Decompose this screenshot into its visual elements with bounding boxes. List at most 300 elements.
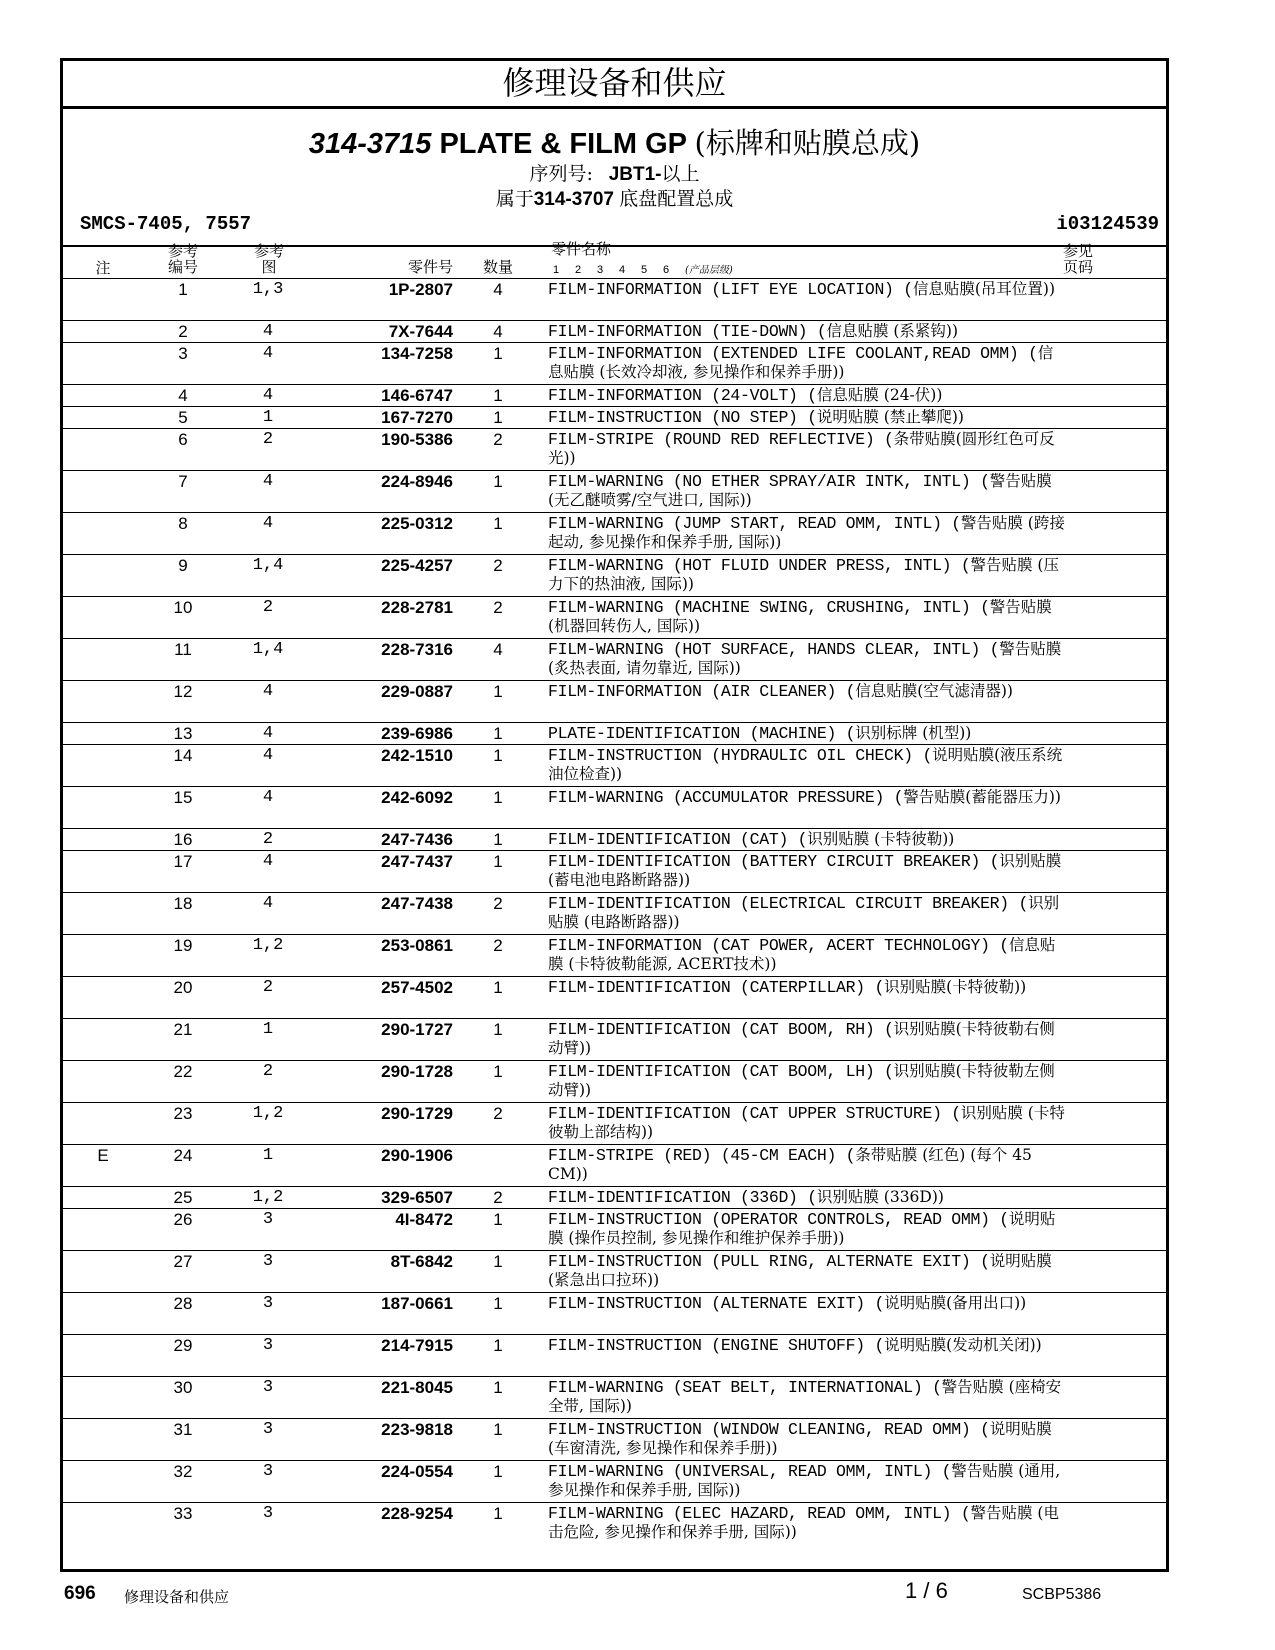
row-ref-number: 25 — [173, 1188, 193, 1207]
row-part-name — [548, 408, 1068, 427]
row-part-name-cn: 警告贴膜 (压力下的热油液, 国际)) — [548, 556, 1059, 593]
col-ref-fig-line2: 图 — [261, 258, 277, 276]
row-ref-number: 10 — [173, 598, 193, 617]
row-ref-number: 1 — [178, 280, 188, 299]
table-row — [63, 1376, 1166, 1418]
serial-line — [63, 159, 1166, 186]
row-part-number: 225-0312 — [381, 514, 453, 533]
row-ref-figure: 3 — [262, 1210, 274, 1229]
row-quantity: 1 — [493, 1294, 503, 1313]
row-part-name-en: FILM-WARNING (JUMP START, READ OMM, INTL) ( — [548, 514, 961, 533]
row-part-name — [548, 386, 1068, 405]
row-part-name — [548, 978, 1068, 997]
table-row — [63, 638, 1166, 680]
row-ref-number: 8 — [178, 514, 188, 533]
table-row — [63, 342, 1166, 384]
row-ref-figure: 4 — [262, 386, 274, 405]
row-part-name-cn: 警告贴膜 (炙热表面, 请勿靠近, 国际)) — [548, 640, 1062, 677]
table-row — [63, 786, 1166, 828]
row-part-name — [548, 830, 1068, 849]
row-part-name-cn: 识别贴膜(卡特彼勒左侧动臂)) — [548, 1062, 1055, 1099]
row-part-number: 190-5386 — [381, 430, 453, 449]
col-ref-no-line1: 参考 — [167, 242, 198, 260]
row-quantity: 1 — [493, 472, 503, 491]
row-part-name — [548, 322, 1068, 341]
row-part-number: 225-4257 — [381, 556, 453, 575]
row-part-number: 167-7270 — [381, 408, 453, 427]
row-quantity: 4 — [493, 280, 503, 299]
row-part-number: 187-0661 — [381, 1294, 453, 1313]
row-ref-figure: 3 — [262, 1294, 274, 1313]
row-ref-figure: 2 — [262, 598, 274, 617]
row-part-number: 247-7438 — [381, 894, 453, 913]
belongs-part: 314-3707 — [533, 189, 614, 210]
row-part-name-en: FILM-INSTRUCTION (HYDRAULIC OIL CHECK) ( — [548, 746, 933, 765]
row-ref-figure: 1 — [262, 1020, 274, 1039]
row-part-name-en: FILM-INSTRUCTION (ENGINE SHUTOFF) ( — [548, 1336, 885, 1355]
row-part-name — [548, 1294, 1068, 1313]
product-level-label: (产品层级) — [685, 265, 733, 276]
serial-value: JBT1- — [608, 164, 662, 185]
row-part-name — [548, 1420, 1068, 1458]
row-ref-number: 33 — [173, 1504, 193, 1523]
row-ref-figure: 4 — [262, 724, 274, 743]
row-ref-number: 19 — [173, 936, 193, 955]
row-quantity: 2 — [493, 1188, 503, 1207]
footer-category: 修理设备和供应 — [124, 1588, 230, 1606]
row-quantity: 1 — [493, 1462, 503, 1481]
category-title: 修理设备和供应 — [63, 61, 1166, 109]
row-part-name-cn: 说明贴膜 (车窗清洗, 参见操作和保养手册)) — [548, 1420, 1052, 1457]
row-part-name — [548, 1378, 1068, 1416]
row-part-name — [548, 936, 1068, 974]
row-ref-number: 17 — [173, 852, 193, 871]
row-part-number: 214-7915 — [381, 1336, 453, 1355]
part-title — [63, 121, 1166, 162]
smcs-code: SMCS-7405, 7557 — [80, 213, 252, 235]
row-part-number: 329-6507 — [381, 1188, 453, 1207]
row-part-number: 221-8045 — [381, 1378, 453, 1397]
row-part-name-en: FILM-INFORMATION (TIE-DOWN) ( — [548, 322, 827, 341]
row-part-name-en: FILM-IDENTIFICATION (CAT BOOM, LH) ( — [548, 1062, 894, 1081]
table-row — [63, 892, 1166, 934]
row-quantity: 1 — [493, 408, 503, 427]
row-part-name — [548, 894, 1068, 932]
row-part-name-en: FILM-INSTRUCTION (NO STEP) ( — [548, 408, 817, 427]
row-quantity: 1 — [493, 344, 503, 363]
row-part-number: 290-1728 — [381, 1062, 453, 1081]
row-part-number: 146-6747 — [381, 386, 453, 405]
table-row — [63, 320, 1166, 342]
row-ref-number: 7 — [178, 472, 188, 491]
table-row — [63, 850, 1166, 892]
col-ref-no — [159, 243, 207, 275]
row-part-number: 228-9254 — [381, 1504, 453, 1523]
row-part-name — [548, 1252, 1068, 1290]
row-part-name — [548, 1020, 1068, 1058]
row-part-number: 290-1906 — [381, 1146, 453, 1165]
row-quantity: 1 — [493, 514, 503, 533]
row-quantity: 1 — [493, 1504, 503, 1523]
row-ref-number: 2 — [178, 322, 188, 341]
belongs-name: 底盘配置总成 — [619, 188, 734, 210]
row-part-number: 1P-2807 — [388, 280, 453, 299]
row-ref-number: 24 — [173, 1146, 193, 1165]
table-row — [63, 1018, 1166, 1060]
row-quantity: 2 — [493, 1104, 503, 1123]
table-row — [63, 1250, 1166, 1292]
row-part-number: 224-8946 — [381, 472, 453, 491]
row-part-name-cn: 警告贴膜(蓄能器压力)) — [903, 788, 1061, 806]
table-row — [63, 278, 1166, 320]
row-part-name-cn: 识别贴膜 (电路断路器)) — [548, 894, 1060, 931]
row-part-name — [548, 1104, 1068, 1142]
col-ref-fig — [245, 243, 293, 275]
row-part-name-cn: 警告贴膜 (通用, 参见操作和保养手册, 国际)) — [548, 1462, 1061, 1499]
row-part-number: 8T-6842 — [390, 1252, 453, 1271]
row-part-number: 7X-7644 — [388, 322, 453, 341]
table-row — [63, 596, 1166, 638]
row-ref-figure: 3 — [262, 1252, 274, 1271]
row-part-name-en: FILM-IDENTIFICATION (ELECTRICAL CIRCUIT BREAKER) ( — [548, 894, 1029, 913]
row-quantity: 1 — [493, 746, 503, 765]
level-5: 5 — [641, 264, 648, 276]
table-row — [63, 1418, 1166, 1460]
row-ref-number: 18 — [173, 894, 193, 913]
row-quantity: 1 — [493, 788, 503, 807]
col-ref-fig-line1: 参考 — [253, 242, 284, 260]
row-ref-number: 23 — [173, 1104, 193, 1123]
row-ref-figure: 1 — [262, 408, 274, 427]
row-part-name — [548, 472, 1068, 510]
row-part-name-cn: 条带贴膜(圆形红色可反光)) — [548, 430, 1055, 467]
row-ref-number: 12 — [173, 682, 193, 701]
row-part-name-en: FILM-INFORMATION (CAT POWER, ACERT TECHNOLOGY) ( — [548, 936, 1009, 955]
row-ref-figure: 3 — [262, 1462, 274, 1481]
row-part-name-en: FILM-INSTRUCTION (OPERATOR CONTROLS, READ OMM) ( — [548, 1210, 1009, 1229]
row-ref-number: 16 — [173, 830, 193, 849]
row-part-name-cn: 信息贴膜(吊耳位置)) — [912, 280, 1056, 298]
part-name-cn: (标牌和贴膜总成) — [694, 126, 921, 160]
row-part-name — [548, 280, 1068, 299]
row-part-number: 223-9818 — [381, 1420, 453, 1439]
row-part-name — [548, 682, 1068, 701]
row-quantity: 1 — [493, 1252, 503, 1271]
row-quantity: 1 — [493, 1062, 503, 1081]
row-part-name-cn: 识别贴膜(卡特彼勒右侧动臂)) — [548, 1020, 1055, 1057]
row-quantity: 1 — [493, 724, 503, 743]
row-part-name — [548, 746, 1068, 784]
row-part-number: 290-1727 — [381, 1020, 453, 1039]
row-part-name-cn: 警告贴膜 (电击危险, 参见操作和保养手册, 国际)) — [548, 1504, 1059, 1541]
table-row — [63, 1144, 1166, 1186]
col-qty: 数量 — [482, 258, 513, 276]
row-quantity: 1 — [493, 1420, 503, 1439]
row-ref-figure: 2 — [262, 978, 274, 997]
table-row — [63, 828, 1166, 850]
row-part-name-en: FILM-INFORMATION (24-VOLT) ( — [548, 386, 817, 405]
level-1: 1 — [553, 264, 560, 276]
row-part-name-en: FILM-IDENTIFICATION (CAT) ( — [548, 830, 808, 849]
row-ref-figure: 1,2 — [252, 1188, 284, 1207]
level-2: 2 — [575, 264, 582, 276]
row-ref-number: 5 — [178, 408, 188, 427]
table-row — [63, 384, 1166, 406]
row-quantity: 2 — [493, 430, 503, 449]
row-part-name-en: FILM-WARNING (ELEC HAZARD, READ OMM, INTL) ( — [548, 1504, 971, 1523]
col-ref-no-line2: 编号 — [167, 258, 198, 276]
row-part-name-en: FILM-INFORMATION (AIR CLEANER) ( — [548, 682, 856, 701]
row-ref-number: 9 — [178, 556, 188, 575]
row-part-name-en: FILM-IDENTIFICATION (CAT UPPER STRUCTURE) ( — [548, 1104, 961, 1123]
row-part-name-cn: 识别贴膜(卡特彼勒)) — [884, 978, 1027, 996]
row-part-name — [548, 430, 1068, 468]
row-part-name — [548, 1336, 1068, 1355]
row-part-name — [548, 1504, 1068, 1542]
table-row — [63, 1186, 1166, 1208]
row-ref-figure: 4 — [262, 788, 274, 807]
row-ref-number: 13 — [173, 724, 193, 743]
table-row — [63, 512, 1166, 554]
product-levels — [553, 261, 733, 276]
row-part-name-cn: 信息贴膜 (长效冷却液, 参见操作和保养手册)) — [548, 344, 1054, 381]
row-part-name-cn: 识别贴膜 (卡特彼勒)) — [807, 830, 955, 848]
row-part-name-en: FILM-INFORMATION (EXTENDED LIFE COOLANT,READ OMM) ( — [548, 344, 1038, 363]
row-part-name — [548, 724, 1068, 743]
row-part-name — [548, 1210, 1068, 1248]
row-ref-figure: 3 — [262, 1420, 274, 1439]
row-part-name-en: FILM-INFORMATION (LIFT EYE LOCATION) ( — [548, 280, 913, 299]
row-ref-figure: 4 — [262, 746, 274, 765]
row-ref-figure: 3 — [262, 1378, 274, 1397]
table-row — [63, 1460, 1166, 1502]
row-quantity: 1 — [493, 978, 503, 997]
row-quantity: 1 — [493, 830, 503, 849]
row-ref-figure: 4 — [262, 472, 274, 491]
col-see-page — [1055, 243, 1101, 275]
belongs-prefix: 属于 — [495, 188, 534, 210]
table-row — [63, 406, 1166, 428]
row-part-name-en: FILM-INSTRUCTION (PULL RING, ALTERNATE EXIT) ( — [548, 1252, 990, 1271]
row-quantity: 4 — [493, 640, 503, 659]
row-part-name-cn: 警告贴膜 (跨接起动, 参见操作和保养手册, 国际)) — [548, 514, 1065, 551]
table-row — [63, 470, 1166, 512]
row-part-number: 253-0861 — [381, 936, 453, 955]
level-3: 3 — [597, 264, 604, 276]
table-row — [63, 1334, 1166, 1376]
table-row — [63, 1102, 1166, 1144]
row-ref-figure: 1,2 — [252, 936, 284, 955]
row-part-name-en: FILM-IDENTIFICATION (CATERPILLAR) ( — [548, 978, 885, 997]
row-part-name-en: FILM-INSTRUCTION (WINDOW CLEANING, READ OMM) ( — [548, 1420, 990, 1439]
row-ref-number: 27 — [173, 1252, 193, 1271]
row-ref-figure: 4 — [262, 852, 274, 871]
row-ref-number: 6 — [178, 430, 188, 449]
table-row — [63, 554, 1166, 596]
row-part-name — [548, 788, 1068, 807]
col-see-line2: 页码 — [1062, 258, 1093, 276]
row-part-name — [548, 852, 1068, 890]
row-ref-figure: 4 — [262, 894, 274, 913]
row-part-name-cn: 说明贴膜(发动机关闭)) — [884, 1336, 1042, 1354]
row-quantity: 2 — [493, 936, 503, 955]
level-4: 4 — [619, 264, 626, 276]
row-part-number: 134-7258 — [381, 344, 453, 363]
row-part-name-en: FILM-WARNING (MACHINE SWING, CRUSHING, INTL) ( — [548, 598, 990, 617]
row-ref-number: 26 — [173, 1210, 193, 1229]
row-quantity: 2 — [493, 894, 503, 913]
row-ref-figure: 4 — [262, 682, 274, 701]
row-part-name-en: FILM-WARNING (UNIVERSAL, READ OMM, INTL) ( — [548, 1462, 952, 1481]
row-ref-figure: 4 — [262, 514, 274, 533]
row-part-number: 228-2781 — [381, 598, 453, 617]
row-part-number: 4I-8472 — [395, 1210, 453, 1229]
row-quantity: 1 — [493, 1020, 503, 1039]
row-quantity: 2 — [493, 598, 503, 617]
table-row — [63, 976, 1166, 1018]
row-part-name-en: FILM-WARNING (SEAT BELT, INTERNATIONAL) ( — [548, 1378, 942, 1397]
row-ref-figure: 4 — [262, 344, 274, 363]
row-part-number: 290-1729 — [381, 1104, 453, 1123]
row-part-name-cn: 识别贴膜 (蓄电池电路断路器)) — [548, 852, 1062, 889]
row-part-name — [548, 598, 1068, 636]
row-ref-number: 14 — [173, 746, 193, 765]
row-part-name-cn: 识别标牌 (机型)) — [855, 724, 972, 742]
row-part-name-cn: 条带贴膜 (红色) (每个 45 CM)) — [548, 1146, 1032, 1183]
row-part-name — [548, 1188, 1068, 1207]
row-part-name-cn: 说明贴膜(液压系统油位检查)) — [548, 746, 1063, 783]
row-quantity: 4 — [493, 322, 503, 341]
row-ref-number: 20 — [173, 978, 193, 997]
row-part-name — [548, 640, 1068, 678]
row-part-name — [548, 514, 1068, 552]
col-name: 零件名称 — [551, 240, 612, 258]
row-part-name-en: FILM-STRIPE (ROUND RED REFLECTIVE) ( — [548, 430, 894, 449]
row-part-name-en: FILM-WARNING (NO ETHER SPRAY/AIR INTK, INTL) ( — [548, 472, 990, 491]
row-part-name-cn: 信息贴膜 (24-伏)) — [816, 386, 943, 404]
row-ref-figure: 1,2 — [252, 1104, 284, 1123]
col-see-line1: 参见 — [1062, 242, 1093, 260]
row-part-name-cn: 警告贴膜 (无乙醚喷雾/空气进口, 国际)) — [548, 472, 1052, 509]
col-part-no: 零件号 — [407, 258, 453, 276]
row-part-number: 224-0554 — [381, 1462, 453, 1481]
footer-sheet: 1 / 6 — [905, 1578, 948, 1603]
row-part-name-cn: 信息贴膜(空气滤清器)) — [855, 682, 1013, 700]
row-quantity: 2 — [493, 556, 503, 575]
row-ref-number: 29 — [173, 1336, 193, 1355]
row-part-name-en: FILM-WARNING (ACCUMULATOR PRESSURE) ( — [548, 788, 904, 807]
table-row — [63, 428, 1166, 470]
row-part-name-cn: 信息贴膜 (系紧钩)) — [826, 322, 959, 340]
parts-table — [63, 278, 1166, 1544]
row-part-number: 257-4502 — [381, 978, 453, 997]
row-quantity: 1 — [493, 682, 503, 701]
part-name: PLATE & FILM GP — [439, 128, 687, 160]
row-part-name-en: FILM-STRIPE (RED) (45-CM EACH) ( — [548, 1146, 856, 1165]
table-row — [63, 1502, 1166, 1544]
row-part-name-cn: 说明贴膜(备用出口)) — [884, 1294, 1027, 1312]
row-part-number: 239-6986 — [381, 724, 453, 743]
row-part-name-cn: 警告贴膜 (座椅安全带, 国际)) — [548, 1378, 1062, 1415]
row-part-name-en: FILM-INSTRUCTION (ALTERNATE EXIT) ( — [548, 1294, 885, 1313]
row-ref-figure: 2 — [262, 1062, 274, 1081]
table-row — [63, 1208, 1166, 1250]
row-part-name — [548, 556, 1068, 594]
row-ref-number: 30 — [173, 1378, 193, 1397]
row-part-name — [548, 1062, 1068, 1100]
row-part-name-cn: 识别贴膜 (卡特彼勒上部结构)) — [548, 1104, 1065, 1141]
row-quantity: 1 — [493, 852, 503, 871]
row-ref-number: 32 — [173, 1462, 193, 1481]
row-ref-number: 15 — [173, 788, 193, 807]
belongs-line — [63, 184, 1166, 211]
table-row — [63, 1292, 1166, 1334]
header-divider — [63, 245, 1166, 247]
row-ref-figure: 3 — [262, 1504, 274, 1523]
document-frame — [60, 58, 1169, 1572]
row-part-name-en: FILM-IDENTIFICATION (CAT BOOM, RH) ( — [548, 1020, 894, 1039]
row-ref-figure: 1,4 — [252, 556, 284, 575]
row-ref-figure: 4 — [262, 322, 274, 341]
row-ref-figure: 2 — [262, 430, 274, 449]
row-part-name-en: PLATE-IDENTIFICATION (MACHINE) ( — [548, 724, 856, 743]
footer-doc-code: SCBP5386 — [1022, 1586, 1102, 1603]
row-quantity: 1 — [493, 386, 503, 405]
col-note: 注 — [95, 259, 111, 277]
row-part-number: 242-1510 — [381, 746, 453, 765]
row-part-name-cn: 警告贴膜 (机器回转伤人, 国际)) — [548, 598, 1052, 635]
row-ref-number: 3 — [178, 344, 188, 363]
row-part-name-cn: 信息贴膜 (卡特彼勒能源, ACERT技术)) — [548, 936, 1056, 973]
row-part-name-en: FILM-IDENTIFICATION (336D) ( — [548, 1188, 817, 1207]
row-ref-figure: 3 — [262, 1336, 274, 1355]
row-ref-number: 31 — [173, 1420, 193, 1439]
table-row — [63, 1060, 1166, 1102]
row-part-name-cn: 说明贴膜 (禁止攀爬)) — [816, 408, 964, 426]
row-part-name-en: FILM-IDENTIFICATION (BATTERY CIRCUIT BREAKER) ( — [548, 852, 1000, 871]
row-part-name-cn: 说明贴膜 (紧急出口拉环)) — [548, 1252, 1052, 1289]
document-id: i03124539 — [1056, 213, 1159, 235]
table-row — [63, 680, 1166, 722]
row-part-name — [548, 1462, 1068, 1500]
row-ref-number: 28 — [173, 1294, 193, 1313]
row-ref-figure: 2 — [262, 830, 274, 849]
row-quantity: 1 — [493, 1378, 503, 1397]
row-ref-figure: 1 — [262, 1146, 274, 1165]
row-ref-number: 21 — [173, 1020, 193, 1039]
serial-suffix: 以上 — [661, 163, 700, 185]
part-number: 314-3715 — [308, 128, 432, 160]
row-part-name-en: FILM-WARNING (HOT SURFACE, HANDS CLEAR, INTL) ( — [548, 640, 1000, 659]
level-6: 6 — [663, 264, 670, 276]
row-ref-number: 11 — [174, 640, 192, 659]
row-ref-figure: 1,4 — [252, 640, 284, 659]
table-row — [63, 934, 1166, 976]
footer-page-number: 696 — [64, 1583, 96, 1604]
row-quantity: 1 — [493, 1210, 503, 1229]
row-note: E — [97, 1146, 109, 1165]
row-part-name-cn: 识别贴膜 (336D)) — [816, 1188, 944, 1206]
row-part-number: 247-7437 — [381, 852, 453, 871]
row-ref-figure: 1,3 — [252, 280, 284, 299]
row-quantity: 1 — [493, 1336, 503, 1355]
row-part-name-en: FILM-WARNING (HOT FLUID UNDER PRESS, INTL) ( — [548, 556, 971, 575]
row-ref-number: 4 — [178, 386, 188, 405]
row-ref-number: 22 — [173, 1062, 193, 1081]
row-part-name — [548, 1146, 1068, 1184]
serial-label: 序列号: — [529, 163, 593, 185]
row-part-name — [548, 344, 1068, 382]
